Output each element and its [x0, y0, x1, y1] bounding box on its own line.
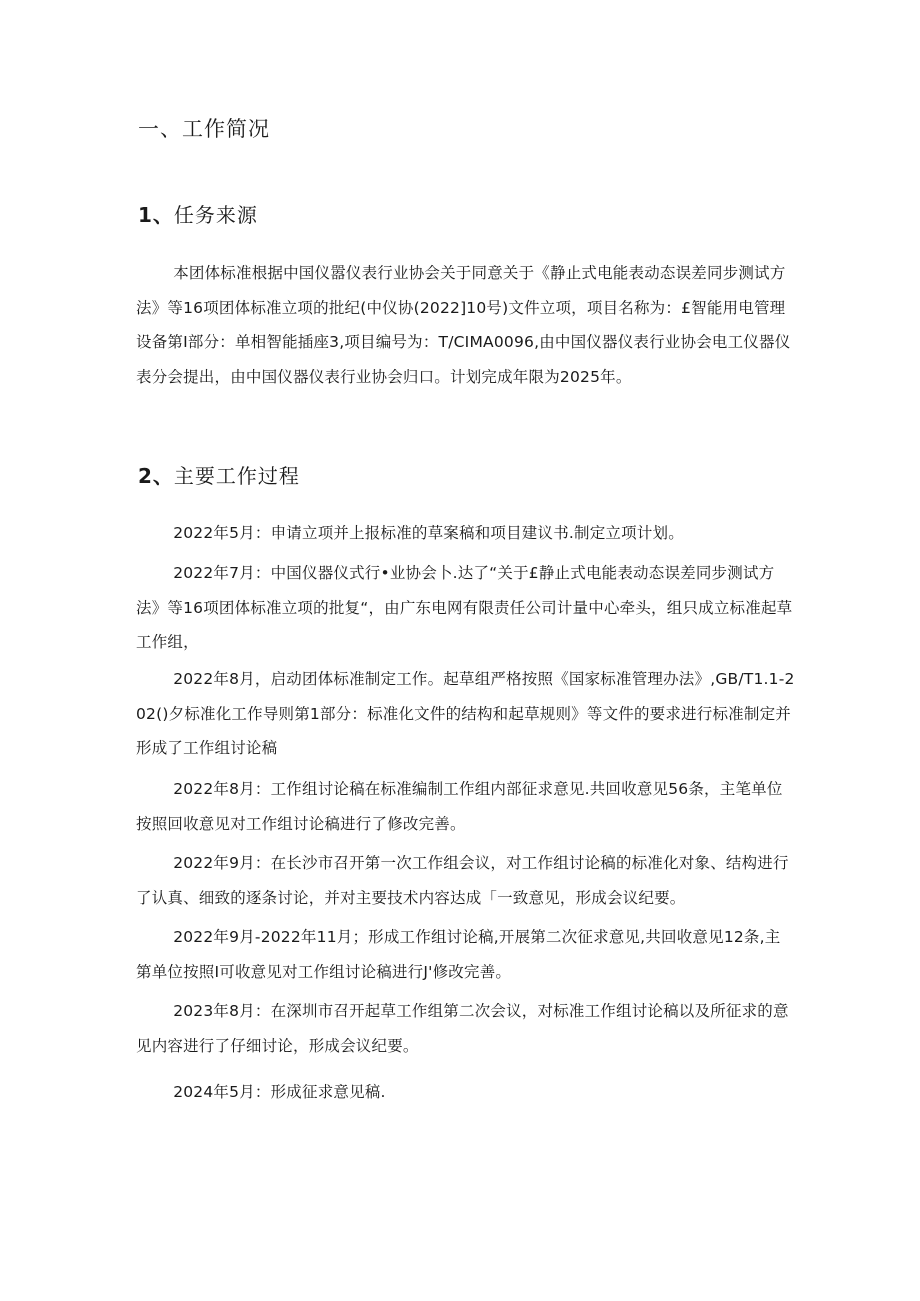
subsection-title: 主要工作过程: [173, 464, 300, 488]
task-source-paragraph: 本团体标准根据中国仪嚣仪表行业协会关于同意关于《静止式电能表动态误差同步测试方法》等16项团体标准立项的批纪(中仪协(2022]10号)文件立项，项目名称为：£智能用电管理设备第I部分：单相智能插座3,项目编号为：T/CIMA0096,由中国仪器仪表行业协会电工仪器仪表分会提出，由中国仪器仪表行业协会归口。计划完成年限为2025年。: [136, 264, 791, 386]
process-entry-2022-08-start: 2022年8月，启动团体标准制定工作。起草组严格按照《国家标准管理办法》,GB/T1.1-202()夕标准化工作导则第1部分：标准化文件的结构和起草规则》等文件的要求进行标准制定并形成了工作组讨论稿: [136, 670, 795, 757]
subsection-number: 2、: [138, 464, 174, 488]
process-entry-2022-09-11: 2022年9月-2022年11月；形成工作组讨论稿,开展第二次征求意见,共回收意见12条,主第单位按照I可收意见对工作组讨论稿进行J'修改完善。: [136, 928, 781, 981]
subsection-number: 1、: [138, 203, 174, 227]
subsection-heading-task-source: [138, 199, 258, 228]
process-entry-2022-09-meeting: 2022年9月：在长沙市召开第一次工作组会议，对工作组讨论稿的标准化对象、结构进行了认真、细致的逐条讨论，并对主要技术内容达成「一致意见，形成会议纪要。: [136, 854, 789, 907]
process-entry-2022-07: 2022年7月：中国仪器仪式行•业协会卜.达了“关于£静止式电能表动态误差同步测试方法》等16项团体标准立项的批复“，由广东电网有限责任公司计量中心牵头，组只成立标准起草工作组，: [136, 564, 793, 651]
subsection-heading-work-process: [138, 460, 300, 489]
process-entry-2023-08: 2023年8月：在深圳市召开起草工作组第二次会议，对标准工作组讨论稿以及所征求的意见内容进行了仔细讨论，形成会议纪要。: [136, 1002, 789, 1055]
section-heading-work-overview: 一、工作简况: [138, 117, 270, 141]
process-entry-2022-08-review: 2022年8月：工作组讨论稿在标准编制工作组内部征求意见.共回收意见56条，主笔单位按照回收意见对工作组讨论稿进行了修改完善。: [136, 780, 783, 833]
subsection-title: 任务来源: [173, 203, 258, 227]
process-entry-2022-05: 2022年5月：申请立项并上报标准的草案稿和项目建议书.制定立项计划。: [173, 524, 684, 542]
process-entry-2024-05: 2024年5月：形成征求意见稿.: [173, 1083, 386, 1101]
